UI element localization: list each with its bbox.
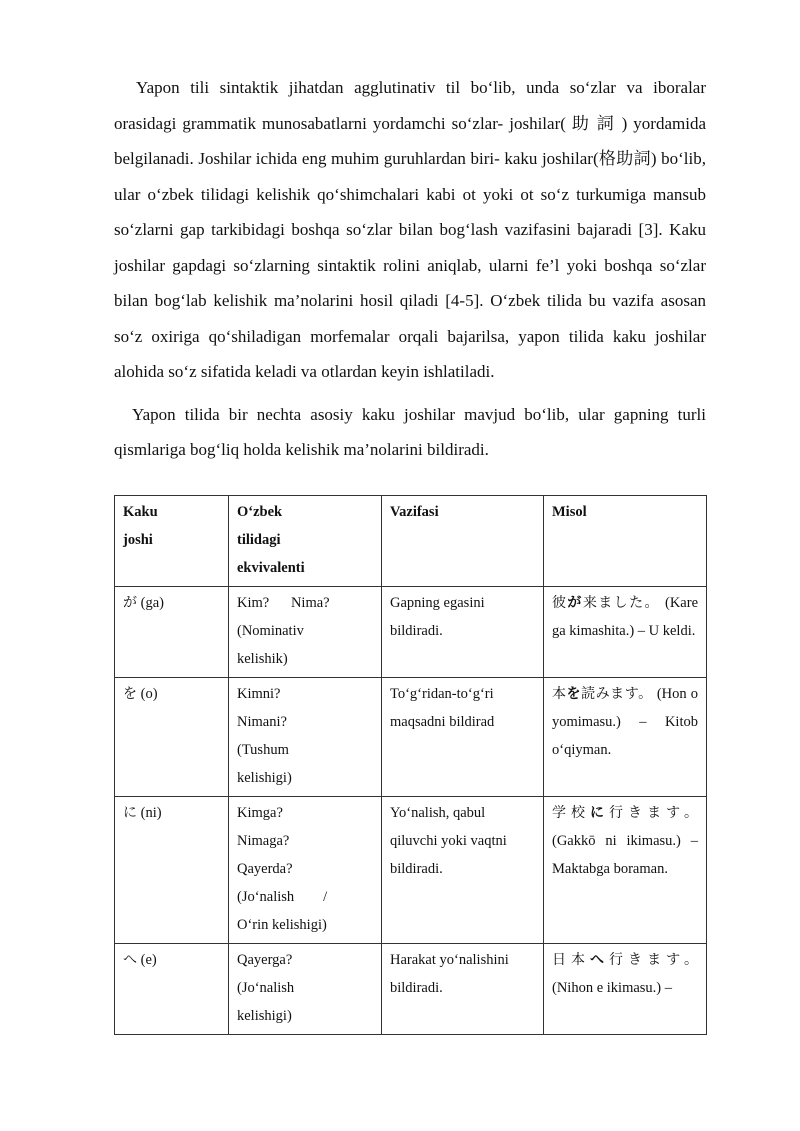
equivalent-cell: Kimni? Nimani? (Tushum kelishigi): [229, 678, 382, 797]
table-row: [115, 587, 707, 678]
table-row: [115, 944, 707, 1035]
example-cell: 日本へ行きます。 (Nihon e ikimasu.) –: [544, 944, 707, 1035]
function-cell: Gapning egasini bildiradi.: [382, 587, 544, 678]
header-uzbek-equivalent: O‘zbek tilidagi ekvivalenti: [229, 496, 382, 587]
document-body: [114, 70, 706, 468]
table-row: [115, 797, 707, 944]
example-cell: 学校に行きます。 (Gakkō ni ikimasu.) – Maktabga boraman.: [544, 797, 707, 944]
function-cell: Harakat yo‘nalishini bildiradi.: [382, 944, 544, 1035]
table-header-row: [115, 496, 707, 587]
table-row: [115, 678, 707, 797]
equivalent-cell: Kimga? Nimaga? Qayerda? (Jo‘nalish / O‘rin kelishigi): [229, 797, 382, 944]
particle-cell: が (ga): [115, 587, 229, 678]
equivalent-cell: Qayerga? (Jo‘nalish kelishigi): [229, 944, 382, 1035]
paragraph-intro: Yapon tili sintaktik jihatdan agglutinativ til bo‘lib, unda so‘zlar va iboralar orasidagi grammatik munosabatlarni yordamchi so‘zlar- joshilar( 助 詞 ) yordamida belgilanadi. Joshilar ichida eng muhim guruhlardan biri- kaku joshilar(格助詞) bo‘lib, ular o‘zbek tilidagi kelishik qo‘shimchalari kabi ot yoki ot so‘z turkumiga mansub so‘zlarni gap tarkibidagi boshqa so‘zlar bilan bog‘lash vazifasini bajaradi [3]. Kaku joshilar gapdagi so‘zlarning sintaktik rolini aniqlab, ularni fe’l yoki boshqa so‘zlar bilan bog‘lab kelishik ma’nolarini hosil qiladi [4-5]. O‘zbek tilida bu vazifa asosan so‘z oxiriga qo‘shiladigan morfemalar orqali bajarilsa, yapon tilida kaku joshilar alohida so‘z sifatida keladi va otlardan keyin ishlatiladi.: [114, 78, 706, 381]
example-cell: 彼が来ました。 (Kare ga kimashita.) – U keldi.: [544, 587, 707, 678]
function-cell: To‘g‘ridan-to‘g‘ri maqsadni bildirad: [382, 678, 544, 797]
header-kaku-joshi: Kaku joshi: [115, 496, 229, 587]
particle-cell: に (ni): [115, 797, 229, 944]
header-function: Vazifasi: [382, 496, 544, 587]
paragraph-kaku-list: Yapon tilida bir nechta asosiy kaku joshilar mavjud bo‘lib, ular gapning turli qismlariga bog‘liq holda kelishik ma’nolarini bildiradi.: [114, 404, 706, 459]
header-example: Misol: [544, 496, 707, 587]
kaku-joshi-table: [114, 495, 707, 1035]
particle-cell: へ (e): [115, 944, 229, 1035]
function-cell: Yo‘nalish, qabul qiluvchi yoki vaqtni bildiradi.: [382, 797, 544, 944]
equivalent-cell: Kim? Nima? (Nominativ kelishik): [229, 587, 382, 678]
particle-cell: を (o): [115, 678, 229, 797]
example-cell: 本を読みます。 (Hon o yomimasu.) – Kitob o‘qiyman.: [544, 678, 707, 797]
